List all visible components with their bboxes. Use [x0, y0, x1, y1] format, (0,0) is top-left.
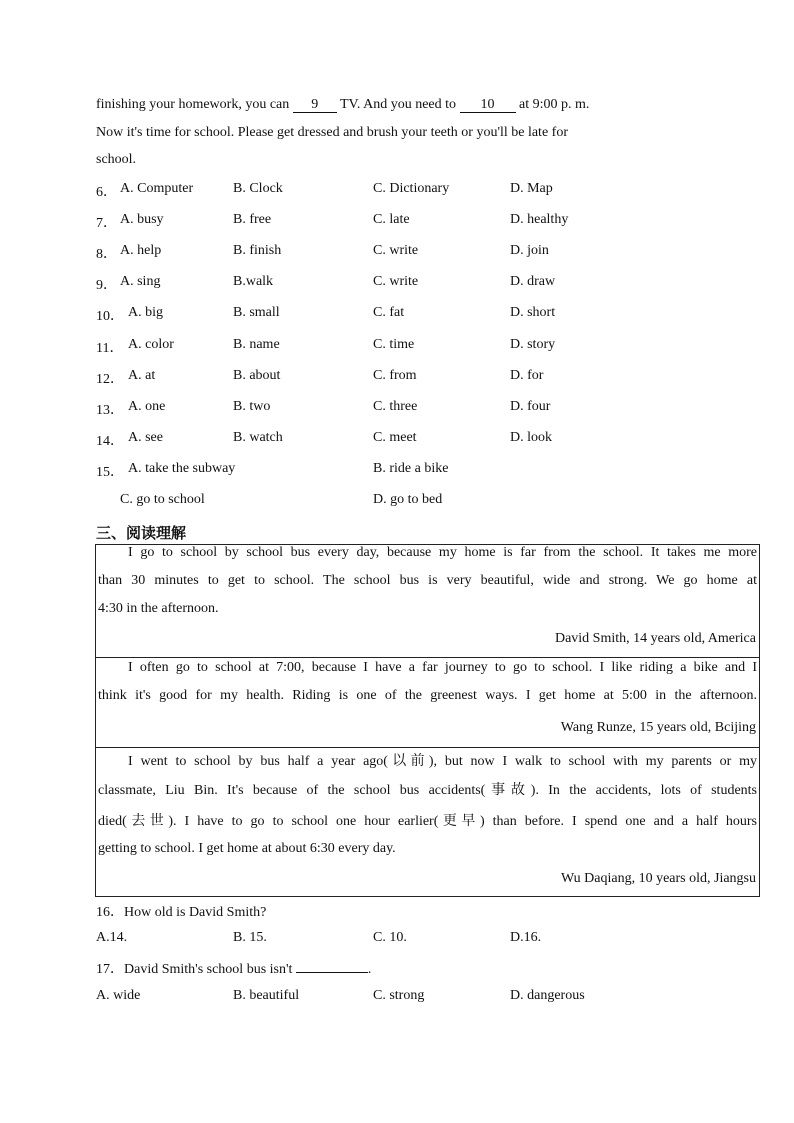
option-a[interactable]: A. at — [128, 368, 156, 383]
option-d[interactable]: D. go to bed — [373, 492, 443, 507]
option-c[interactable]: C. late — [373, 212, 410, 227]
question-text: 17．David Smith's school bus isn't — [96, 962, 296, 977]
reading-signature: David Smith, 14 years old, America — [554, 631, 756, 646]
option-d[interactable]: D. look — [510, 430, 552, 445]
option-d[interactable]: D. join — [510, 243, 549, 258]
question-number: 9． — [96, 278, 117, 293]
option-b[interactable]: B. ride a bike — [373, 461, 449, 476]
question-number: 7． — [96, 216, 117, 231]
option-c[interactable]: C. write — [373, 274, 419, 289]
option-c[interactable]: C. write — [373, 243, 419, 258]
option-d[interactable]: D. healthy — [510, 212, 569, 227]
option-a[interactable]: A. see — [128, 430, 163, 445]
option-d[interactable]: D. for — [510, 368, 544, 383]
question-number: 11． — [96, 341, 124, 356]
option-d[interactable]: D. dangerous — [510, 988, 585, 1003]
option-b[interactable]: B. about — [233, 368, 281, 383]
option-d[interactable]: D.16. — [510, 930, 542, 945]
option-a[interactable]: A. Computer — [120, 181, 194, 196]
option-b[interactable]: B.walk — [233, 274, 274, 289]
question-number: 13． — [96, 403, 124, 418]
answer-blank-9[interactable]: 9 — [293, 97, 337, 113]
reading-line: think it's good for my health. Riding is one of the greenest ways. I get home at 5:00 in the afternoon. — [98, 688, 757, 703]
option-c[interactable]: C. from — [373, 368, 417, 383]
passage-line-1 — [96, 97, 589, 113]
option-b[interactable]: B. Clock — [233, 181, 283, 196]
reading-line: than 30 minutes to get to school. The school bus is very beautiful, wide and strong. We go home at — [98, 573, 757, 588]
option-a[interactable]: A. help — [120, 243, 162, 258]
answer-blank-10[interactable]: 10 — [460, 97, 516, 113]
passage-text: finishing your homework, you can — [96, 97, 293, 112]
option-b[interactable]: B. small — [233, 305, 280, 320]
option-a[interactable]: A. sing — [120, 274, 161, 289]
question-16-stem: 16．How old is David Smith? — [96, 905, 267, 920]
passage-line-2: Now it's time for school. Please get dressed and brush your teeth or you'll be late for — [96, 125, 568, 140]
reading-line: I often go to school at 7:00, because I have a far journey to go to school. I like riding a bike and I — [128, 660, 757, 675]
option-b[interactable]: B. two — [233, 399, 271, 414]
option-c[interactable]: C. Dictionary — [373, 181, 450, 196]
question-text: . — [367, 962, 372, 977]
question-number: 14． — [96, 434, 124, 449]
option-a[interactable]: A. busy — [120, 212, 164, 227]
option-b[interactable]: B. free — [233, 212, 272, 227]
reading-line: died(去世). I have to go to school one hour earlier(更早) than before. I spend one and a half hours — [98, 814, 757, 829]
reading-box-3 — [95, 747, 760, 897]
passage-line-3: school. — [96, 152, 137, 167]
answer-blank-17[interactable] — [296, 972, 368, 973]
option-c[interactable]: C. go to school — [120, 492, 205, 507]
option-b[interactable]: B. beautiful — [233, 988, 300, 1003]
option-a[interactable]: A. one — [128, 399, 166, 414]
option-b[interactable]: B. watch — [233, 430, 283, 445]
passage-text: TV. And you need to — [336, 97, 460, 112]
option-c[interactable]: C. fat — [373, 305, 405, 320]
reading-box-1 — [95, 544, 760, 658]
option-a[interactable]: A.14. — [96, 930, 128, 945]
option-b[interactable]: B. finish — [233, 243, 282, 258]
question-17-stem — [96, 958, 371, 978]
option-d[interactable]: D. short — [510, 305, 556, 320]
question-number: 12． — [96, 372, 124, 387]
option-c[interactable]: C. strong — [373, 988, 425, 1003]
passage-text: at 9:00 p. m. — [515, 97, 590, 112]
question-number: 6． — [96, 185, 117, 200]
option-a[interactable]: A. wide — [96, 988, 141, 1003]
reading-signature: Wang Runze, 15 years old, Bcijing — [560, 720, 756, 735]
option-d[interactable]: D. Map — [510, 181, 553, 196]
question-number: 10． — [96, 309, 124, 324]
question-number: 8． — [96, 247, 117, 262]
option-c[interactable]: C. three — [373, 399, 418, 414]
option-d[interactable]: D. four — [510, 399, 551, 414]
option-c[interactable]: C. 10. — [373, 930, 407, 945]
option-b[interactable]: B. name — [233, 337, 280, 352]
reading-line: I go to school by school bus every day, because my home is far from the school. It takes me more — [128, 545, 757, 560]
reading-line: I went to school by bus half a year ago(以前), but now I walk to school with my parents or my — [128, 754, 757, 769]
option-a[interactable]: A. color — [128, 337, 174, 352]
option-a[interactable]: A. big — [128, 305, 163, 320]
option-b[interactable]: B. 15. — [233, 930, 267, 945]
option-c[interactable]: C. meet — [373, 430, 417, 445]
reading-line: classmate, Liu Bin. It's because of the school bus accidents(事故). In the accidents, lots of students — [98, 783, 757, 798]
reading-box-2 — [95, 657, 760, 748]
question-number: 15． — [96, 465, 124, 480]
option-a[interactable]: A. take the subway — [128, 461, 236, 476]
section-heading: 三、阅读理解 — [96, 524, 187, 542]
reading-line: getting to school. I get home at about 6:30 every day. — [98, 841, 396, 856]
option-d[interactable]: D. draw — [510, 274, 556, 289]
reading-signature: Wu Daqiang, 10 years old, Jiangsu — [560, 871, 756, 886]
reading-line: 4:30 in the afternoon. — [98, 601, 219, 616]
option-d[interactable]: D. story — [510, 337, 556, 352]
option-c[interactable]: C. time — [373, 337, 415, 352]
